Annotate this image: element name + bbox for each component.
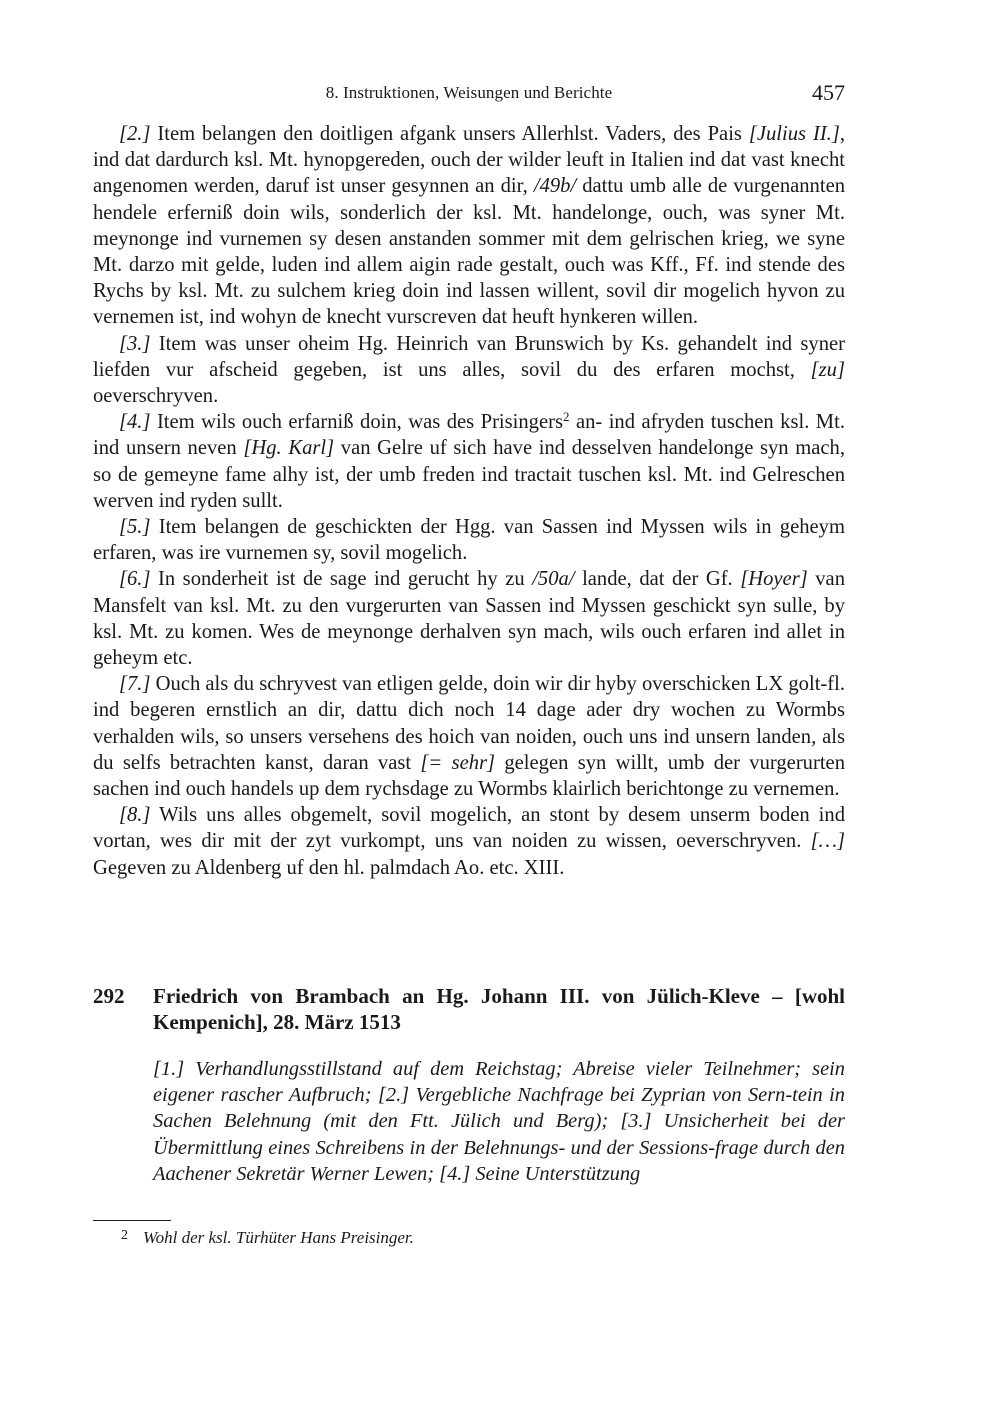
text-run: Item belangen de geschickten der Hgg. van Sassen ind Myssen wils in geheym erfaren, was ire vurnemen sy, sovil mogelich. [93,516,845,565]
footnote-reference: 2 [563,409,570,425]
editorial-insert: /49b/ [533,175,577,198]
footnote-divider [93,1220,171,1221]
footnote-mark: 2 [121,1228,128,1243]
editorial-insert: [2.] [119,123,151,145]
text-run: van Gelre uf sich have ind desselven handelonge syn mach, so de gemeyne fame alhy ist, der umb freden ind tractait tuschen ksl. Mt. ind Gelreschen werven ind ryden sullt. [93,437,846,512]
paragraph-4 [93,409,845,514]
body-text [93,121,845,881]
paragraph-8 [93,802,845,881]
paragraph-5 [93,514,845,566]
page-number: 457 [812,80,845,105]
editorial-insert: [zu] [810,358,845,381]
text-run: an- ind afryden tuschen ksl. Mt. ind unsern neven [93,411,845,460]
text-run: lande, dat der Gf. [574,568,741,591]
editorial-insert: [6.] [119,568,151,591]
footnote-text: Wohl der ksl. Türhüter Hans Preisinger. [143,1228,414,1247]
paragraph-6 [93,566,845,671]
editorial-insert: [7.] [119,673,151,696]
editorial-insert: [Hoyer] [740,568,808,591]
document-summary: [1.] Verhandlungsstillstand auf dem Reichstag; Abreise vieler Teilnehmer; sein eigener rascher Aufbruch; [2.] Vergebliche Nachfrage bei Zyprian von Sern-tein in Sachen Belehnung (mit den Ftt. Jülich und Berg); [3.] Unsicherheit bei der Übermittlung eines Schreibens in der Belehnungs- und der Sessions-frage durch den Aachener Sekretär Werner Lewen; [4.] Seine Unterstützung [153,1058,845,1185]
document-title: Friedrich von Brambach an Hg. Johann III. von Jülich-Kleve – [wohl Kempenich], 28. März 1513 [153,984,845,1034]
text-run: Ouch als du schryvest van etligen gelde, doin wir dir hyby overschicken LX golt-fl. ind begeren ernstlich an dir, dattu dich noch 14 dage ader dry wochen zu Wormbs verhalden wils, so unsers versehens des hoich van noiden, ouch uns ind unsern landen, als du selfs betrachten kanst, daran vast [93,673,845,774]
running-head [93,80,845,106]
paragraph-3 [93,331,845,410]
text-run: Item wils ouch erfarniß doin, was des Prisingers [150,411,563,434]
editorial-insert: [3.] [119,332,151,355]
text-run: Item belangen den doitligen afgank unsers Allerhlst. Vaders, des Pais [150,123,749,145]
editorial-insert: [8.] [119,804,151,827]
text-run: In sonderheit ist de sage ind gerucht hy zu [150,568,533,591]
editorial-insert: [5.] [119,516,151,539]
editorial-insert: /50a/ [532,568,575,591]
editorial-insert: [Hg. Karl] [243,437,335,460]
editorial-insert: [= sehr] [420,751,496,774]
chapter-title: 8. Instruktionen, Weisungen und Berichte [325,83,613,102]
text-run: Item was unser oheim Hg. Heinrich van Brunswich by Ks. gehandelt ind syner liefden vur afscheid gegeben, ist uns alles, sovil du des erfaren mochst, [93,332,845,381]
document-number: 292 [93,984,125,1008]
text-run: , ind dat dardurch ksl. Mt. hynopgereden, ouch der wilder leuft in Italien ind dat vast knecht angenomen werden, daruf ist unser gesynnen an dir, [93,123,845,198]
editorial-insert: […] [810,830,845,853]
editorial-insert: [4.] [119,411,151,434]
paragraph-2 [93,121,845,331]
text-run: gelegen syn willt, umb der vurgerurten sachen ind ouch handels up dem rychsdage zu Wormbs klairlich berichtonge zu vernemen. [93,751,845,801]
editorial-insert: [Julius II.] [748,123,840,145]
text-run: Gegeven zu Aldenberg uf den hl. palmdach Ao. etc. XIII. [93,856,565,879]
text-run: oeverschryven. [93,385,219,408]
text-run: dattu umb alle de vurgenannten hendele erferniß doin wils, sonderlich der ksl. Mt. handelonge, ouch, was syner Mt. meynonge ind vurnemen sy desen anstanden sommer mit dem gelrischen krieg, we syne Mt. darzo mit gelde, luden ind allem aigin rade gestalt, ouch was Kff., Ff. ind stende des Rychs by ksl. Mt. zu sulchem krieg doin ind lassen willent, sovil dir mogelich hyvon zu vernemen ist, ind wohyn de knecht vurscreven dat heuft hynkeren willen. [93,175,846,329]
paragraph-7 [93,671,845,802]
text-run: van Mansfelt van ksl. Mt. zu den vurgerurten van Sassen ind Myssen geschickt syn sulle, by ksl. Mt. zu komen. Wes de meynonge derhalven syn mach, wils ouch erfaren ind allet in geheym etc. [93,568,845,670]
text-run: Wils uns alles obgemelt, sovil mogelich, an stont by desem unserm boden ind vortan, wes dir mit der zyt vurkompt, uns van noiden zu wissen, oeverschryven. [93,804,845,853]
